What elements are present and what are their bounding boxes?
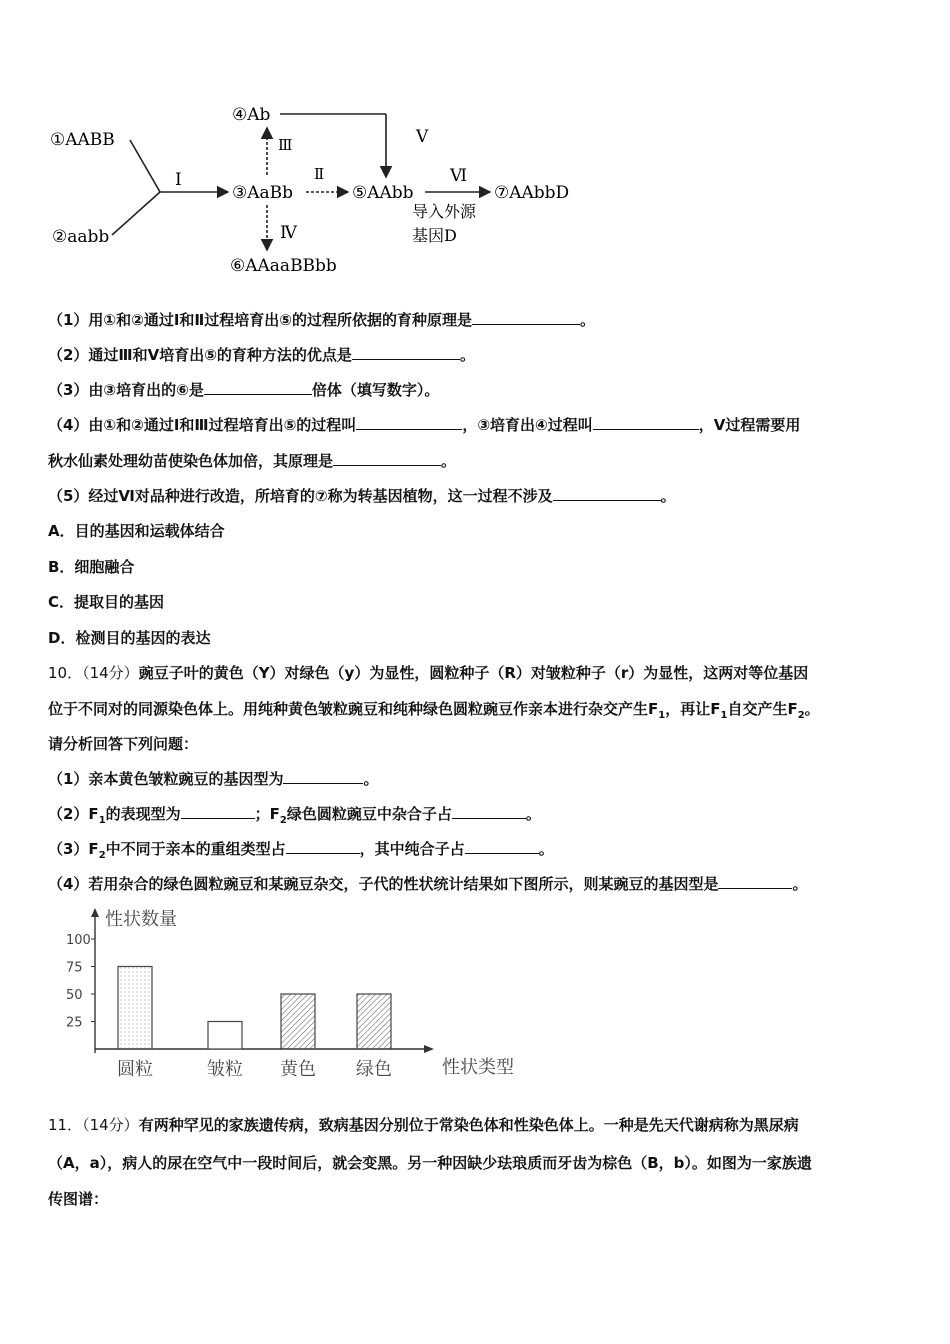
q9-sub4-text-2: ，③培育出④过程叫 xyxy=(462,416,593,434)
label-I: Ⅰ xyxy=(175,170,182,190)
connector-1 xyxy=(130,140,160,192)
option-c[interactable] xyxy=(48,592,164,612)
q10-sub3-end: 。 xyxy=(538,840,554,858)
answer-blank[interactable] xyxy=(356,415,462,430)
option-a-text: A．目的基因和运载体结合 xyxy=(48,522,225,540)
answer-blank[interactable] xyxy=(333,451,441,466)
q10-sub4-text: （4）若用杂合的绿色圆粒豌豆和某豌豆杂交，子代的性状统计结果如下图所示，则某豌豆的基因型是 xyxy=(48,875,719,893)
subscript: 1 xyxy=(658,710,666,721)
q10-sub3-text-c: ，其中纯合子占 xyxy=(359,840,465,858)
q9-sub4-text: （4）由①和②通过Ⅰ和Ⅲ过程培育出⑤的过程叫 xyxy=(48,416,357,434)
q9-sub1-text: （1）用①和②通过Ⅰ和Ⅱ过程培育出⑤的过程所依据的育种原理是 xyxy=(48,311,473,329)
q9-sub4-cont xyxy=(48,451,456,471)
note-2: 基因D xyxy=(412,226,457,245)
answer-blank[interactable] xyxy=(472,310,580,325)
q11-text-1: 有两种罕见的家族遗传病，致病基因分别位于常染色体和性染色体上。一种是先天代谢病称为黑尿病 xyxy=(138,1116,799,1134)
option-d[interactable] xyxy=(48,628,210,648)
answer-blank[interactable] xyxy=(465,839,539,854)
label-III: Ⅲ xyxy=(278,136,293,154)
option-b-text: B．细胞融合 xyxy=(48,558,135,576)
q9-sub3-text: （3）由③培育出的⑥是 xyxy=(48,381,204,399)
q10-sub1-end: 。 xyxy=(363,770,379,788)
q10-sub3 xyxy=(48,839,554,866)
q10-sub3-text-b: 中不同于亲本的重组类型占 xyxy=(105,840,286,858)
q11-text-3: 传图谱： xyxy=(48,1190,109,1208)
label-V: Ⅴ xyxy=(416,127,429,147)
q9-sub4-text-3: ，Ⅴ过程需要用 xyxy=(698,416,801,434)
connector-2 xyxy=(112,192,160,235)
answer-blank[interactable] xyxy=(283,769,363,784)
subscript: 1 xyxy=(98,815,106,826)
q11-text-2: （A，a），病人的尿在空气中一段时间后，就会变黑。另一种因缺少珐琅质而牙齿为棕色（B，b）。如图为一家族遗 xyxy=(48,1154,812,1172)
bar-2 xyxy=(208,1022,242,1050)
answer-blank[interactable] xyxy=(286,839,360,854)
x-tick-label: 黄色 xyxy=(280,1059,316,1080)
subscript: 2 xyxy=(279,815,287,826)
label-II: Ⅱ xyxy=(314,165,325,183)
q11-line2 xyxy=(48,1153,812,1173)
q10-text-3: 请分析回答下列问题： xyxy=(48,735,199,753)
q9-sub2 xyxy=(48,345,475,365)
option-c-text: C．提取目的基因 xyxy=(48,593,165,611)
q10-sub2-text-b: 的表现型为 xyxy=(105,805,181,823)
q10-sub2 xyxy=(48,804,541,831)
q11-line1 xyxy=(48,1115,799,1135)
q9-sub1 xyxy=(48,310,595,330)
node-7: ⑦AAbbD xyxy=(494,183,570,203)
q9-sub5-end: 。 xyxy=(660,487,676,505)
q10-sub1-text: （1）亲本黄色皱粒豌豆的基因型为 xyxy=(48,770,284,788)
q10-text-2c: 自交产生F xyxy=(727,700,798,718)
subscript: 2 xyxy=(797,710,805,721)
x-tick-label: 皱粒 xyxy=(207,1059,243,1080)
subscript: 2 xyxy=(98,850,106,861)
q9-sub4-text-4: 秋水仙素处理幼苗使染色体加倍，其原理是 xyxy=(48,452,334,470)
option-a[interactable] xyxy=(48,521,225,541)
bar-1 xyxy=(118,967,152,1050)
q10-text-1: 豌豆子叶的黄色（Y）对绿色（y）为显性，圆粒种子（R）对皱粒种子（r）为显性，这两对等位基因 xyxy=(138,664,809,682)
q10-text-2: 位于不同对的同源染色体上。用纯种黄色皱粒豌豆和纯种绿色圆粒豌豆作亲本进行杂交产生F xyxy=(48,700,659,718)
answer-blank[interactable] xyxy=(204,380,312,395)
q10-sub2-text-d: 绿色圆粒豌豆中杂合子占 xyxy=(286,805,452,823)
answer-blank[interactable] xyxy=(352,345,460,360)
q9-sub3-end: 倍体（填写数字）。 xyxy=(311,381,440,399)
answer-blank[interactable] xyxy=(553,486,661,501)
answer-blank[interactable] xyxy=(452,804,526,819)
label-VI: Ⅵ xyxy=(450,166,468,186)
q10-sub2-text: （2）F xyxy=(48,805,99,823)
option-d-text: D．检测目的基因的表达 xyxy=(48,629,211,647)
q11-number: 11．（14分） xyxy=(48,1116,139,1134)
q11-line3 xyxy=(48,1189,108,1209)
option-b[interactable] xyxy=(48,557,134,577)
note-1: 导入外源 xyxy=(412,202,477,221)
q9-sub4 xyxy=(48,415,800,435)
y-axis-label: 性状数量 xyxy=(105,909,177,930)
q10-line1 xyxy=(48,663,808,683)
answer-blank[interactable] xyxy=(718,874,792,889)
q10-line3 xyxy=(48,734,198,754)
q9-sub4-end: 。 xyxy=(441,452,457,470)
y-axis-arrow xyxy=(91,908,99,917)
bar-3 xyxy=(281,994,315,1049)
subscript: 1 xyxy=(720,710,728,721)
q9-sub5-text: （5）经过Ⅵ对品种进行改造，所培育的⑦称为转基因植物，这一过程不涉及 xyxy=(48,487,553,505)
node-5: ⑤AAbb xyxy=(352,183,414,203)
node-3: ③AaBb xyxy=(232,183,294,203)
answer-blank[interactable] xyxy=(593,415,699,430)
q10-text-2d: 。 xyxy=(804,700,820,718)
q9-sub2-text: （2）通过Ⅲ和Ⅴ培育出⑤的育种方法的优点是 xyxy=(48,346,352,364)
breeding-diagram xyxy=(40,95,600,285)
q10-line2 xyxy=(48,699,820,726)
y-tick-label: 25 xyxy=(66,1015,83,1031)
answer-blank[interactable] xyxy=(181,804,255,819)
q9-sub2-end: 。 xyxy=(459,346,475,364)
node-6: ⑥AAaaBBbb xyxy=(230,256,337,276)
node-4: ④Ab xyxy=(232,105,271,125)
x-axis-label: 性状类型 xyxy=(442,1057,514,1078)
q10-sub4-end: 。 xyxy=(792,875,808,893)
q10-number: 10．（14分） xyxy=(48,664,139,682)
x-tick-label: 圆粒 xyxy=(117,1059,153,1080)
q10-sub3-text: （3）F xyxy=(48,840,99,858)
q9-sub1-end: 。 xyxy=(580,311,596,329)
y-tick-label: 75 xyxy=(66,960,83,976)
q10-sub2-end: 。 xyxy=(525,805,541,823)
node-1: ①AABB xyxy=(50,130,115,150)
node-2: ②aabb xyxy=(52,227,110,247)
q10-sub1 xyxy=(48,769,378,789)
q9-sub5 xyxy=(48,486,676,506)
q10-sub2-text-c: ；F xyxy=(254,805,280,823)
q10-sub4 xyxy=(48,874,807,894)
q10-text-2b: ，再让F xyxy=(665,700,721,718)
q9-sub3 xyxy=(48,380,439,400)
y-tick-label: 100 xyxy=(66,933,91,948)
label-IV: Ⅳ xyxy=(280,223,297,243)
trait-bar-chart xyxy=(48,903,548,1088)
bar-4 xyxy=(357,994,391,1049)
y-tick-label: 50 xyxy=(66,988,83,1003)
x-tick-label: 绿色 xyxy=(356,1059,392,1080)
x-axis-arrow xyxy=(424,1045,434,1053)
